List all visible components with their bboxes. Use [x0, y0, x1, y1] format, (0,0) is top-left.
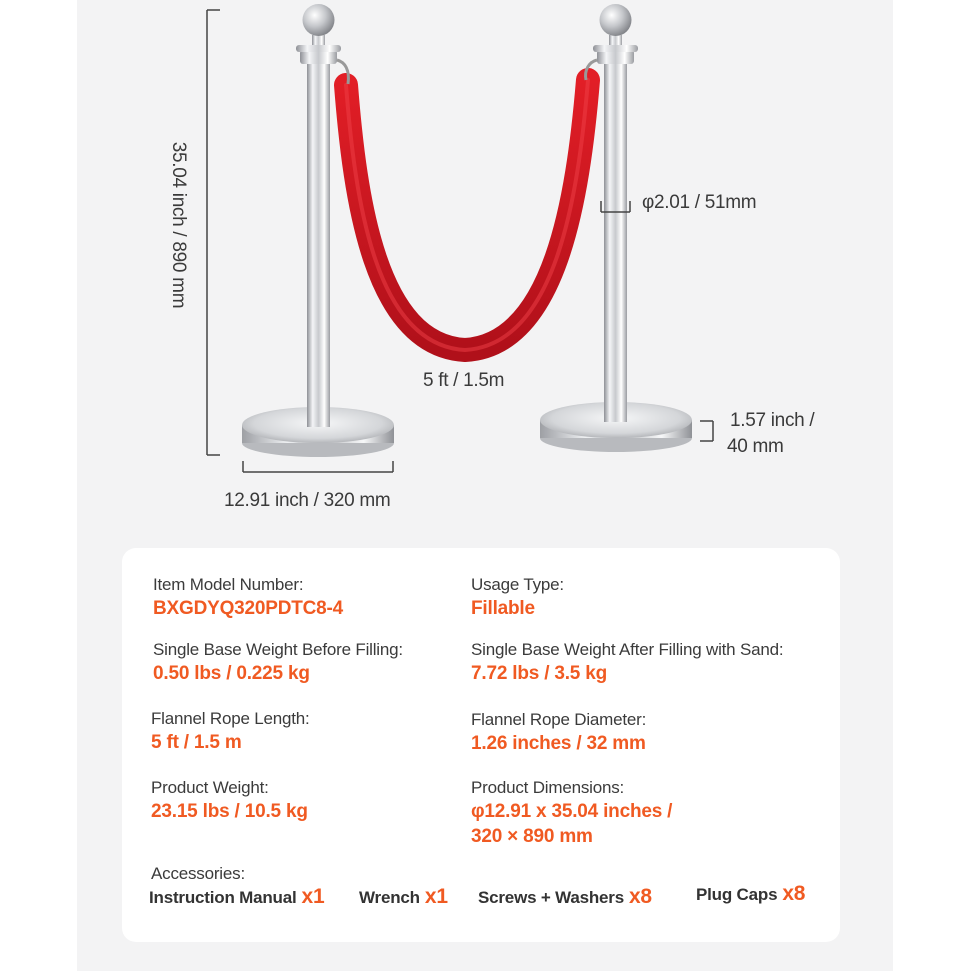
- spec-usage-label: Usage Type:: [471, 575, 564, 594]
- spec-weight-after: [471, 639, 783, 686]
- spec-model-label: Item Model Number:: [153, 575, 304, 594]
- spec-product-weight-value: 23.15 lbs / 10.5 kg: [151, 801, 308, 822]
- velvet-rope: [346, 80, 588, 350]
- accessory-instruction-manual: [149, 885, 325, 909]
- pole-diameter-label: φ2.01 / 51mm: [642, 192, 757, 213]
- accessory-plug-caps: [696, 882, 805, 906]
- spec-rope-diameter-value: 1.26 inches / 32 mm: [471, 733, 646, 754]
- base-thickness-bracket: [700, 421, 713, 441]
- spec-usage: [471, 574, 564, 621]
- spec-rope-length-value: 5 ft / 1.5 m: [151, 732, 242, 753]
- spec-rope-diameter: [471, 709, 646, 756]
- accessory-wrench: [359, 885, 448, 909]
- accessory-name: Screws + Washers: [478, 888, 624, 907]
- spec-rope-diameter-label: Flannel Rope Diameter:: [471, 710, 647, 729]
- accessory-screws-washers: [478, 885, 652, 909]
- spec-usage-value: Fillable: [471, 598, 535, 619]
- spec-weight-after-label: Single Base Weight After Filling with Sand:: [471, 640, 784, 659]
- accessory-qty: x1: [301, 885, 325, 908]
- accessory-qty: x8: [782, 882, 806, 905]
- spec-weight-before: [153, 639, 403, 686]
- spec-weight-before-label: Single Base Weight Before Filling:: [153, 640, 403, 659]
- base-thickness-label-line2: 40 mm: [727, 436, 784, 457]
- spec-product-dimensions: [471, 777, 672, 849]
- height-label: 35.04 inch / 890 mm: [168, 141, 189, 309]
- rope-length-label: 5 ft / 1.5m: [423, 370, 505, 391]
- spec-weight-before-value: 0.50 lbs / 0.225 kg: [153, 663, 310, 684]
- spec-product-dimensions-value-line1: φ12.91 x 35.04 inches /: [471, 801, 673, 822]
- base-diameter-label: 12.91 inch / 320 mm: [224, 490, 391, 511]
- spec-rope-length: [151, 708, 310, 755]
- accessories-label: Accessories:: [151, 864, 245, 883]
- spec-model: [153, 574, 343, 621]
- accessory-name: Wrench: [359, 888, 420, 907]
- spec-product-dimensions-label: Product Dimensions:: [471, 778, 625, 797]
- accessory-name: Instruction Manual: [149, 888, 297, 907]
- spec-product-weight-label: Product Weight:: [151, 778, 269, 797]
- accessory-qty: x1: [424, 885, 448, 908]
- spec-product-weight: [151, 777, 308, 824]
- base-thickness-label-line1: 1.57 inch /: [730, 410, 815, 431]
- accessory-qty: x8: [628, 885, 652, 908]
- spec-model-value: BXGDYQ320PDTC8-4: [153, 598, 344, 619]
- base-diameter-dimension-line: [243, 461, 393, 472]
- spec-product-dimensions-value-line2: 320 × 890 mm: [471, 826, 593, 847]
- spec-rope-length-label: Flannel Rope Length:: [151, 709, 310, 728]
- height-dimension-line: [207, 10, 220, 455]
- accessory-name: Plug Caps: [696, 885, 778, 904]
- spec-weight-after-value: 7.72 lbs / 3.5 kg: [471, 663, 608, 684]
- accessories-heading: [151, 863, 245, 885]
